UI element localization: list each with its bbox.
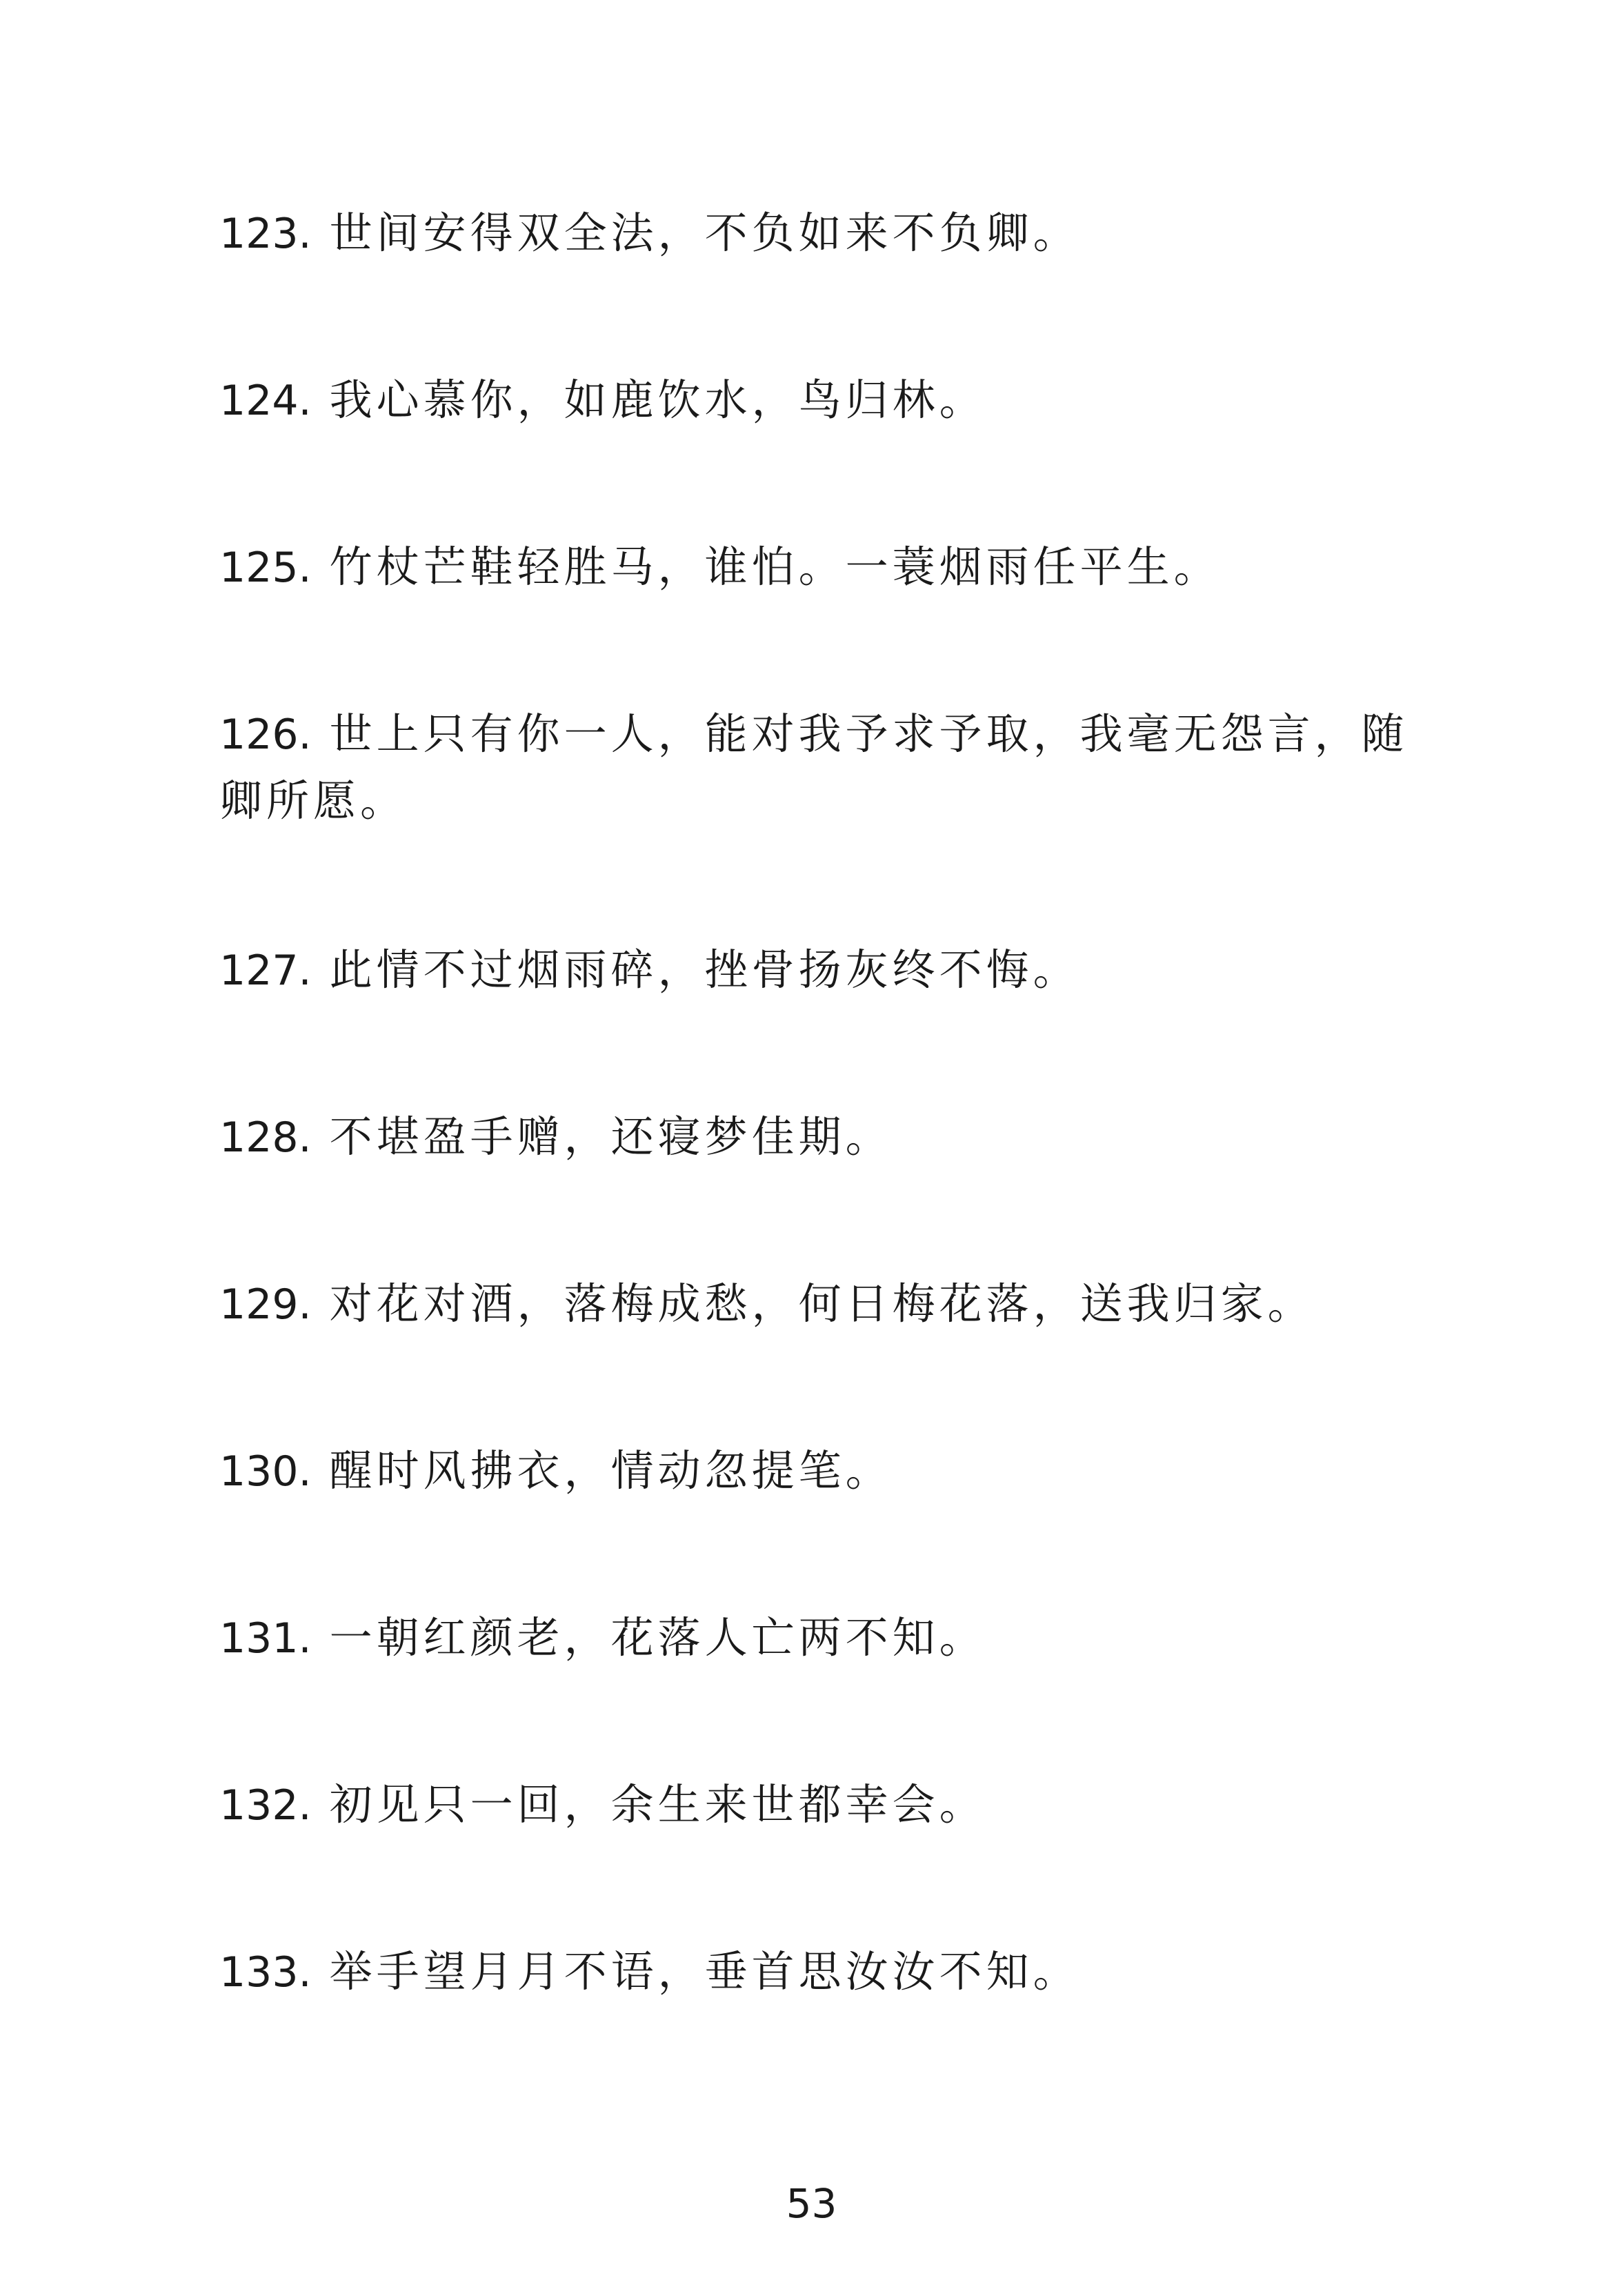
item-text: 我心慕你，如鹿饮水，鸟归林。 xyxy=(329,375,986,425)
list-item xyxy=(219,701,1447,834)
item-text: 初见只一回，余生来世都幸会。 xyxy=(329,1779,986,1830)
page-number: 53 xyxy=(786,2180,837,2227)
item-number: 126. xyxy=(219,711,312,759)
list-item xyxy=(219,1939,1447,2006)
item-text: 不堪盈手赠，还寝梦佳期。 xyxy=(329,1111,893,1162)
item-text: 举手望月月不语，垂首思汝汝不知。 xyxy=(329,1946,1080,1997)
item-number: 125. xyxy=(219,544,312,592)
item-text: 此情不过烟雨碎，挫骨扬灰终不悔。 xyxy=(329,944,1080,995)
item-number: 127. xyxy=(219,947,312,995)
list-item xyxy=(219,534,1447,601)
item-number: 130. xyxy=(219,1447,312,1496)
item-text: 对花对酒，落梅成愁，何日梅花落，送我归家。 xyxy=(329,1278,1315,1329)
item-number: 133. xyxy=(219,1948,312,1997)
list-item xyxy=(219,1772,1447,1839)
list-item xyxy=(219,1438,1447,1505)
item-number: 129. xyxy=(219,1280,312,1329)
list-item xyxy=(219,937,1447,1004)
item-text: 一朝红颜老，花落人亡两不知。 xyxy=(329,1612,986,1663)
item-number: 132. xyxy=(219,1781,312,1830)
item-number: 123. xyxy=(219,210,312,258)
item-number: 124. xyxy=(219,377,312,425)
item-text: 竹杖芒鞋轻胜马，谁怕。一蓑烟雨任平生。 xyxy=(329,542,1221,592)
item-number: 128. xyxy=(219,1114,312,1162)
item-text: 世上只有你一人，能对我予求予取，我毫无怨言，随卿所愿。 xyxy=(219,709,1408,826)
item-number: 131. xyxy=(219,1614,312,1663)
item-text: 醒时风拂衣，情动忽提笔。 xyxy=(329,1445,893,1496)
list-item xyxy=(219,367,1447,434)
list-item xyxy=(219,1104,1447,1171)
list-item xyxy=(219,1271,1447,1338)
item-text: 世间安得双全法，不负如来不负卿。 xyxy=(329,208,1080,258)
list-item xyxy=(219,200,1447,267)
list-item xyxy=(219,1605,1447,1672)
